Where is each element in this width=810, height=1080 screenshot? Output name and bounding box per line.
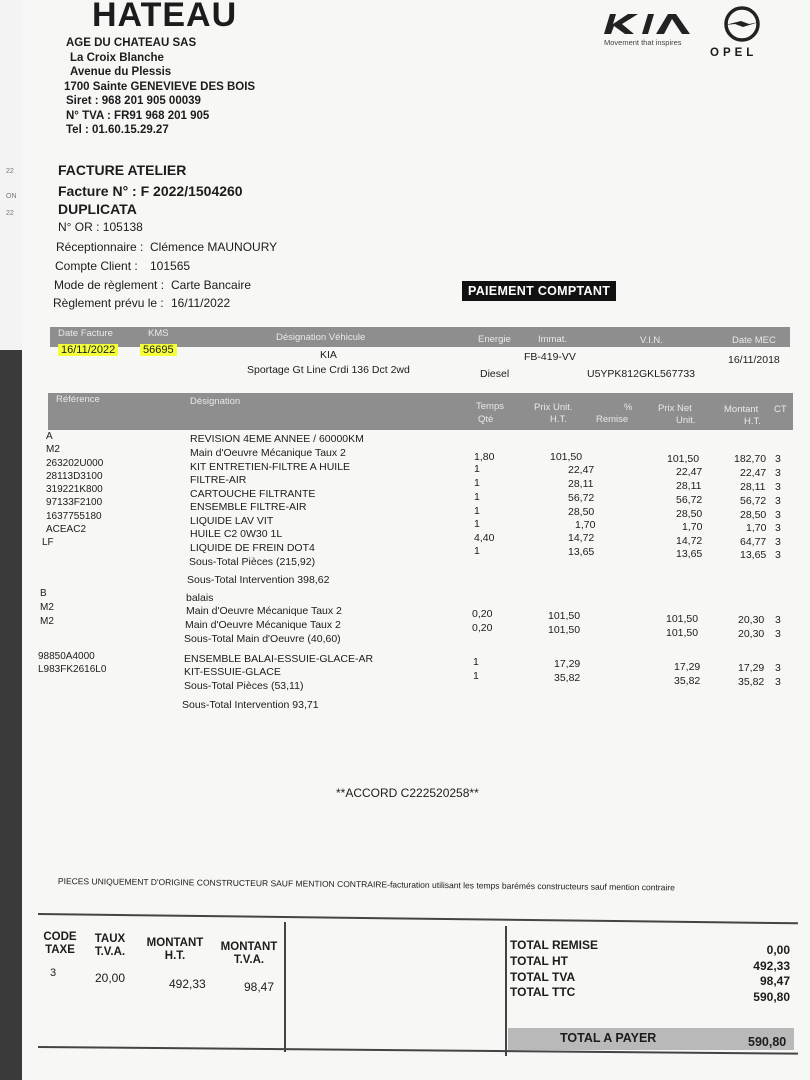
accord-number: **ACCORD C222520258** [336,786,479,800]
item-ref: M2 [46,444,60,455]
item-net-price: 14,72 [676,535,703,547]
item-unit-price: 101,50 [550,451,583,463]
item-unit-price: 17,29 [554,658,581,670]
legal-note: PIECES UNIQUEMENT D'ORIGINE CONSTRUCTEUR SAUF MENTION CONTRAIRE-facturation utilisant les temps barémés constructeurs sauf mention contraire [57,876,675,893]
item-net-price: 101,50 [666,627,699,639]
item-amount: 20,30 [738,628,765,640]
item-designation: FILTRE-AIR [190,474,247,486]
item-ref: A [46,431,53,442]
footer-divider [505,926,507,1056]
item-designation: HUILE C2 0W30 1L [190,528,283,540]
tax-rate-header: TAUX T.V.A. [94,933,126,958]
item-net-price: 28,50 [676,508,703,520]
tax-montant-tva-header: MONTANT T.V.A. [220,941,278,966]
opel-logo-icon [722,4,762,44]
header-kms: KMS [148,328,169,339]
item-designation: balais [186,592,214,604]
item-ct: 3 [775,628,781,640]
item-ct: 3 [775,467,781,479]
header-prix-unit-ht: H.T. [550,414,567,425]
payment-mode-label: Mode de règlement : [54,278,165,292]
vehicle-immat: FB-419-VV [524,351,576,363]
company-brand: HATEAU [92,0,238,34]
header-reference: Référence [56,394,100,405]
subtotal-line: Sous-Total Main d'Oeuvre (40,60) [184,633,341,645]
kms-value: 56695 [140,344,177,356]
item-ref: 1637755180 [46,511,102,522]
invoice-page [22,0,810,1080]
vehicle-energie: Diesel [480,368,510,380]
client-label: Compte Client : [55,259,138,273]
company-line: Tel : 01.60.15.29.27 [66,124,169,136]
header-ct: CT [774,404,787,415]
item-ct: 3 [775,614,781,626]
tax-montant-ht-value: 492,33 [169,977,206,991]
item-unit-price: 14,72 [568,532,595,544]
invoice-type: FACTURE ATELIER [58,162,187,178]
item-net-price: 13,65 [676,548,703,560]
item-ct: 3 [775,536,781,548]
item-amount: 22,47 [740,467,767,479]
item-net-price: 101,50 [666,613,699,625]
item-qty: 1 [474,505,480,517]
item-ct: 3 [775,676,781,688]
total-ttc-label: TOTAL TTC [510,985,576,999]
tax-montant-tva-value: 98,47 [244,980,275,994]
item-ct: 3 [775,522,781,534]
item-ref: M2 [40,602,54,613]
header-montant: Montant [724,404,759,415]
item-net-price: 17,29 [674,661,701,673]
item-ct: 3 [775,549,781,561]
item-unit-price: 101,50 [548,624,581,636]
item-qty: 1 [474,545,480,557]
header-qte: Qté [478,414,494,425]
item-amount: 28,50 [740,509,767,521]
underlying-fragment: 22 [6,210,14,217]
item-designation: LIQUIDE LAV VIT [190,515,274,527]
item-ct: 3 [775,662,781,674]
item-ref: L983FK2616L0 [38,664,107,675]
item-qty: 0,20 [472,608,493,620]
header-date-facture: Date Facture [58,328,113,339]
footer-divider [284,922,286,1052]
total-tva-value: 98,47 [759,974,790,988]
client-value: 101565 [150,259,191,273]
item-qty: 1 [474,463,480,475]
header-montant-ht: H.T. [744,416,761,427]
header-designation-vehicule: Désignation Véhicule [276,332,366,343]
company-line: La Croix Blanche [70,51,164,64]
header-remise: Remise [596,414,629,425]
company-line: AGE DU CHATEAU SAS [66,37,197,49]
item-ct: 3 [775,495,781,507]
vehicle-model: Sportage Gt Line Crdi 136 Dct 2wd [247,364,410,376]
subtotal-line: Sous-Total Intervention 93,71 [182,699,319,711]
item-designation: CARTOUCHE FILTRANTE [190,488,316,500]
item-unit-price: 13,65 [568,546,595,558]
item-unit-price: 1,70 [575,519,596,531]
header-vin: V.I.N. [640,335,663,346]
vehicle-vin: U5YPK812GKL567733 [587,368,695,380]
item-net-price: 101,50 [667,453,700,465]
invoice-number: Facture N° : F 2022/1504260 [58,183,243,199]
total-ttc-value: 590,80 [753,990,790,1004]
item-ref: LF [42,537,54,548]
item-unit-price: 101,50 [548,610,581,622]
header-unit: Unit. [676,415,696,426]
item-ref: 98850A4000 [38,651,95,662]
item-ref: B [40,588,47,599]
due-label: Règlement prévu le : [53,296,164,310]
kia-logo [602,12,698,36]
total-a-payer-label: TOTAL A PAYER [560,1031,657,1045]
item-ref: 28113D3100 [46,471,103,482]
due-value: 16/11/2022 [171,296,231,310]
item-ct: 3 [775,509,781,521]
header-temps: Temps [476,401,504,412]
item-ct: 3 [775,481,781,493]
company-line: Avenue du Plessis [70,66,172,78]
company-line: 1700 Sainte GENEVIEVE DES BOIS [64,80,256,93]
item-unit-price: 56,72 [568,492,595,504]
item-qty: 1 [473,656,479,668]
item-net-price: 28,11 [676,480,702,492]
payment-badge: PAIEMENT COMPTANT [462,281,616,301]
kia-tagline: Movement that inspires [604,38,682,47]
item-unit-price: 28,11 [568,478,594,490]
total-remise-value: 0,00 [766,943,790,957]
item-amount: 28,11 [740,481,766,493]
item-designation: Main d'Oeuvre Mécanique Taux 2 [190,447,346,459]
subtotal-line: Sous-Total Pièces (215,92) [189,556,316,568]
item-designation: Main d'Oeuvre Mécanique Taux 2 [186,605,342,617]
item-ref: 263202U000 [46,458,104,469]
invoice-duplicate: DUPLICATA [58,201,137,217]
item-qty: 1,80 [474,451,495,463]
item-qty: 0,20 [472,622,493,634]
tax-code-header: CODE TAXE [43,931,77,956]
item-ref: 319221K800 [46,484,103,495]
header-prix-net: Prix Net [658,403,692,414]
header-pct: % [624,402,633,413]
tax-montant-ht-header: MONTANT H.T. [146,937,204,962]
item-amount: 56,72 [740,495,767,507]
vehicle-date-mec: 16/11/2018 [728,354,780,366]
item-amount: 17,29 [738,662,765,674]
tax-rate-value: 20,00 [95,971,126,985]
receptionist-label: Réceptionnaire : [56,240,144,254]
item-qty: 1 [473,670,479,682]
item-ref: M2 [40,616,54,627]
item-designation: Main d'Oeuvre Mécanique Taux 2 [185,619,341,631]
total-a-payer-bar [508,1028,794,1050]
total-remise-label: TOTAL REMISE [510,938,599,952]
header-prix-unit: Prix Unit. [534,402,573,413]
items-header-bar [48,393,793,430]
item-designation: KIT ENTRETIEN-FILTRE A HUILE [190,461,351,473]
total-ht-label: TOTAL HT [510,954,568,968]
item-amount: 182,70 [734,453,767,465]
underlying-fragment: 22 [6,168,14,175]
total-tva-label: TOTAL TVA [510,970,576,984]
item-designation: ENSEMBLE FILTRE-AIR [190,501,307,513]
item-designation: REVISION 4EME ANNEE / 60000KM [190,433,364,445]
header-designation: Désignation [190,396,241,407]
item-unit-price: 22,47 [568,464,595,476]
item-ct: 3 [775,453,781,465]
payment-mode-value: Carte Bancaire [171,278,252,292]
or-number: N° OR : 105138 [58,220,143,234]
header-immat: Immat. [538,334,568,345]
tax-code-value: 3 [50,967,57,979]
item-designation: ENSEMBLE BALAI-ESSUIE-GLACE-AR [184,653,374,665]
item-net-price: 22,47 [676,466,703,478]
item-amount: 64,77 [740,536,767,548]
total-a-payer-value: 590,80 [748,1035,787,1049]
item-ref: 97133F2100 [46,497,103,508]
date-facture-value: 16/11/2022 [58,344,118,356]
item-net-price: 35,82 [674,675,701,687]
item-amount: 13,65 [740,549,767,561]
kia-logo-icon [602,12,698,36]
subtotal-line: Sous-Total Intervention 398,62 [187,574,330,586]
subtotal-line: Sous-Total Pièces (53,11) [184,680,304,692]
company-line: Siret : 968 201 905 00039 [66,95,201,107]
company-line: N° TVA : FR91 968 201 905 [66,109,210,122]
footer-top-rule [38,913,798,924]
item-net-price: 1,70 [682,521,703,533]
vehicle-make: KIA [320,349,337,361]
item-net-price: 56,72 [676,494,703,506]
item-designation: LIQUIDE DE FREIN DOT4 [190,542,315,554]
item-unit-price: 28,50 [568,506,595,518]
item-ref: ACEAC2 [46,524,87,535]
company-address [66,36,255,138]
item-amount: 35,82 [738,676,765,688]
item-qty: 1 [474,491,480,503]
item-amount: 1,70 [746,522,767,534]
header-energie: Energie [478,334,511,345]
header-date-mec: Date MEC [732,335,776,346]
item-qty: 1 [474,518,480,530]
underlying-fragment: ON [6,193,17,200]
item-qty: 4,40 [474,532,495,544]
item-amount: 20,30 [738,614,765,626]
item-qty: 1 [474,477,480,489]
total-ht-value: 492,33 [753,959,790,973]
item-unit-price: 35,82 [554,672,581,684]
receptionist-value: Clémence MAUNOURY [150,240,278,254]
item-designation: KIT-ESSUIE-GLACE [184,666,281,678]
opel-wordmark: OPEL [710,47,758,59]
